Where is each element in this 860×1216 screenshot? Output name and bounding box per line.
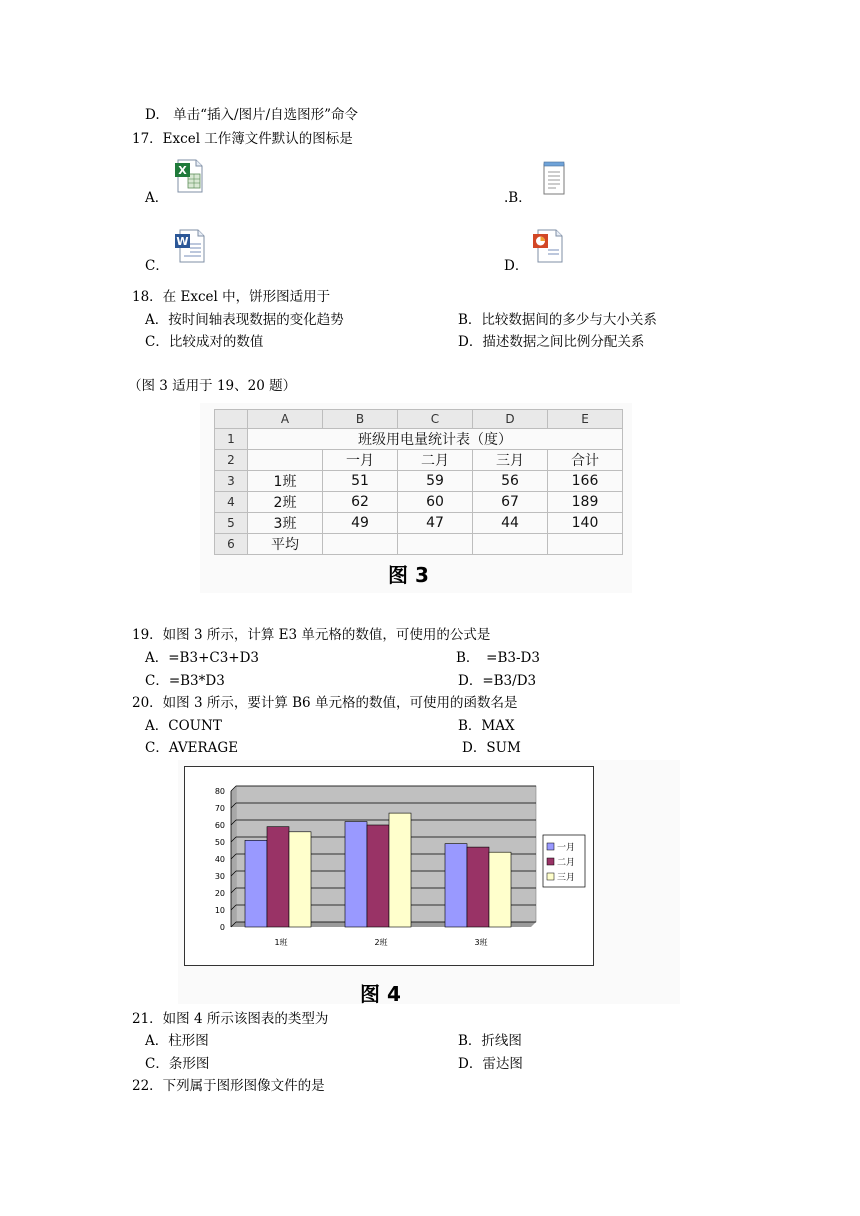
q21-option-c: C．条形图 xyxy=(145,1056,210,1072)
bar xyxy=(489,852,511,927)
month-header-cell: 一月 xyxy=(323,450,398,471)
q20-question: 20．如图 3 所示，要计算 B6 单元格的数值，可使用的函数名是 xyxy=(132,695,518,711)
y-tick-label: 10 xyxy=(214,906,225,915)
cell xyxy=(473,534,548,555)
row-header: 5 xyxy=(215,513,248,534)
q20-option-b: B．MAX xyxy=(458,718,515,734)
x-tick-label: 2班 xyxy=(374,938,388,947)
bar xyxy=(467,847,489,927)
cell xyxy=(548,534,623,555)
row-header: 6 xyxy=(215,534,248,555)
figure-note: （图 3 适用于 19、20 题） xyxy=(128,378,297,394)
q18-option-b: B．比较数据间的多少与大小关系 xyxy=(458,312,657,328)
figure-4-caption: 图 4 xyxy=(360,982,401,1006)
x-tick-label: 3班 xyxy=(474,938,488,947)
month-header-cell: 三月 xyxy=(473,450,548,471)
bar xyxy=(367,825,389,927)
table-row xyxy=(215,471,623,492)
y-tick-label: 0 xyxy=(219,923,225,932)
legend-swatch xyxy=(547,858,554,865)
q17-option-b-label: .B． xyxy=(504,190,532,206)
bar xyxy=(289,832,311,927)
legend-label: 三月 xyxy=(557,873,576,883)
bar xyxy=(245,840,267,927)
q18-option-c: C．比较成对的数值 xyxy=(145,334,264,350)
y-tick-label: 80 xyxy=(214,787,225,796)
q19-option-c: C．=B3*D3 xyxy=(145,673,225,689)
q18-question: 18．在 Excel 中，饼形图适用于 xyxy=(132,289,331,305)
figure-4-chart xyxy=(178,760,680,1004)
cell: 166 xyxy=(548,471,623,492)
column-header: A xyxy=(248,410,323,429)
bar xyxy=(445,844,467,927)
q20-option-d: D．SUM xyxy=(462,740,521,756)
bar-chart xyxy=(185,767,593,965)
chart-frame xyxy=(184,766,594,966)
q21-option-b: B．折线图 xyxy=(458,1033,522,1049)
y-tick-label: 60 xyxy=(214,821,225,830)
q20-option-c: C．AVERAGE xyxy=(145,740,239,756)
notepad-text-icon xyxy=(538,160,570,196)
table-row xyxy=(215,450,623,471)
bar xyxy=(389,813,411,927)
cell: 56 xyxy=(473,471,548,492)
q21-option-a: A．柱形图 xyxy=(145,1033,209,1049)
q18-option-a: A．按时间轴表现数据的变化趋势 xyxy=(145,312,344,328)
excel-workbook-icon xyxy=(174,158,206,194)
y-tick-label: 50 xyxy=(214,838,225,847)
cell: 2班 xyxy=(248,492,323,513)
cell: 140 xyxy=(548,513,623,534)
cell: 60 xyxy=(398,492,473,513)
legend-label: 一月 xyxy=(557,843,576,853)
y-tick-label: 70 xyxy=(214,804,225,813)
legend-label: 二月 xyxy=(557,858,576,868)
sheet-title-cell: 班级用电量统计表（度） xyxy=(248,429,623,450)
table-row xyxy=(215,534,623,555)
cell: 51 xyxy=(323,471,398,492)
column-header-row xyxy=(215,410,623,429)
column-header: B xyxy=(323,410,398,429)
q19-question: 19．如图 3 所示，计算 E3 单元格的数值，可使用的公式是 xyxy=(132,627,491,643)
column-header: E xyxy=(548,410,623,429)
row-header: 1 xyxy=(215,429,248,450)
q17-question: 17．Excel 工作簿文件默认的图标是 xyxy=(132,131,353,147)
q20-option-a: A．COUNT xyxy=(145,718,222,734)
q17-option-a-label: A． xyxy=(145,190,169,206)
cell: 59 xyxy=(398,471,473,492)
svg-text:W: W xyxy=(176,235,189,248)
q21-question: 21．如图 4 所示该图表的类型为 xyxy=(132,1011,329,1027)
word-document-icon xyxy=(174,228,206,264)
cell xyxy=(248,450,323,471)
cell: 67 xyxy=(473,492,548,513)
q19-option-a: A．=B3+C3+D3 xyxy=(145,650,260,666)
row-header: 2 xyxy=(215,450,248,471)
svg-text:X: X xyxy=(178,164,187,177)
cell xyxy=(398,534,473,555)
table-row xyxy=(215,492,623,513)
q17-option-d-label: D． xyxy=(504,258,529,274)
cell: 49 xyxy=(323,513,398,534)
q19-option-d: D．=B3/D3 xyxy=(458,673,537,689)
spreadsheet-table xyxy=(214,409,623,555)
row-header: 3 xyxy=(215,471,248,492)
legend-swatch xyxy=(547,873,554,880)
table-row xyxy=(215,429,623,450)
cell: 62 xyxy=(323,492,398,513)
table-row xyxy=(215,513,623,534)
y-tick-label: 40 xyxy=(214,855,225,864)
month-header-cell: 二月 xyxy=(398,450,473,471)
q16-option-d: D. 单击“插入/图片/自选图形”命令 xyxy=(145,107,359,123)
corner-cell xyxy=(215,410,248,429)
q19-option-b: B． =B3-D3 xyxy=(456,650,540,666)
cell: 189 xyxy=(548,492,623,513)
cell: 47 xyxy=(398,513,473,534)
cell xyxy=(323,534,398,555)
q21-option-d: D．雷达图 xyxy=(458,1056,523,1072)
powerpoint-presentation-icon xyxy=(532,228,564,264)
bar xyxy=(267,827,289,927)
cell: 1班 xyxy=(248,471,323,492)
total-header-cell: 合计 xyxy=(548,450,623,471)
q18-option-d: D．描述数据之间比例分配关系 xyxy=(458,334,645,350)
cell: 44 xyxy=(473,513,548,534)
bar xyxy=(345,822,367,927)
legend-swatch xyxy=(547,843,554,850)
cell: 平均 xyxy=(248,534,323,555)
q22-question: 22．下列属于图形图像文件的是 xyxy=(132,1078,325,1094)
cell: 3班 xyxy=(248,513,323,534)
column-header: D xyxy=(473,410,548,429)
q17-option-c-label: C． xyxy=(145,258,169,274)
y-tick-label: 20 xyxy=(214,889,225,898)
row-header: 4 xyxy=(215,492,248,513)
y-tick-label: 30 xyxy=(214,872,225,881)
column-header: C xyxy=(398,410,473,429)
figure-3-spreadsheet xyxy=(200,403,632,593)
figure-3-caption: 图 3 xyxy=(388,563,429,587)
x-tick-label: 1班 xyxy=(274,938,288,947)
